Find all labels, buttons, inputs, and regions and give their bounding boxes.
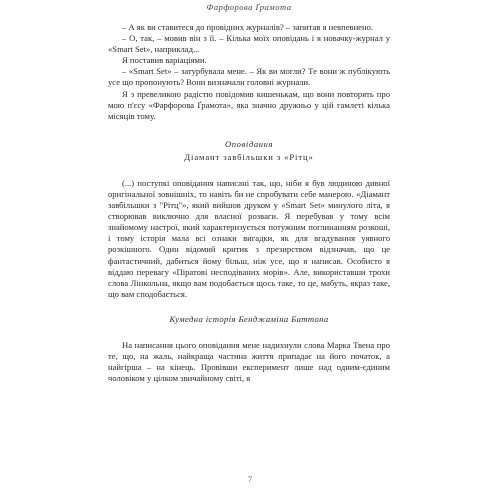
paragraph: – А як ви ставитеся до провідних журналів? – запитав я невпевнено. — [122, 22, 374, 32]
paragraph: Я з превеликою радістю повідомив кишенькам, що вони повторять про мою п'єсу «Фарфорова Ґрамота», яка значно дружньо у цій гамлеті кілька місяців тому. — [108, 88, 390, 121]
paragraph: Я поставив варіаціями. — [122, 55, 207, 66]
story-text — [108, 340, 390, 384]
intro-text — [108, 22, 390, 122]
story-subheading: Кумедна історія Бенджаміна Баттона — [169, 313, 329, 324]
section-title: Оповідання — [224, 138, 274, 149]
running-head: Фарфорова Ґрамота — [206, 2, 292, 12]
section-subtitle: Діамант завбільшки з «Рітц» — [184, 151, 314, 162]
paragraph: На написання цього оповідання мене надихнули слова Марка Твена про те, що, на жаль, найкраща частина життя припадає на його початок, а найгірша – на кінець. Провівши експеримент лише над одним-єдиним чоловіком у цілком звичайному світі, я — [108, 339, 390, 384]
paragraph: – О, так, – мовив він з її. – Кілька моїх оповідань і я новачку-журнал у «Smart Set», наприклад... — [108, 33, 390, 55]
paragraph: (...) поступкі оповідання написані так, що, ніби я був людиною дивної оригінальної зовнішніх, то навіть би не спробувати себе манерою. «Діамант завбільшки з "Рітц"», який вийшов друком у «Smart Set» минулого літа, я створював виключно для власної розваги. Я перебував у тому всім знайомому настрої, який характеризується потужним поглинанням розкоші, і тому історія мала всі ознаки вигадки, як для вгадування уявного розкішного. Один відомий критик з презирством відзначав, що це фантастичний, дабиться йому більш, ніж усе, що я написав. Особисто я віддаю перевагу «Піратові несподіваних морів». Але, використавши трохи слова Лінкольна, якщо вам подобається щось таке, то це, мабуть, якраз таке, що вам сподобається. — [108, 177, 390, 299]
paragraph: – «Smart Set» – затурбувала мене. – Як ви могли? Те вони ж публікують усе що пропонують? Вони визначали головні журнали. — [108, 66, 390, 88]
page-number: 7 — [247, 474, 253, 484]
section-text — [108, 178, 390, 300]
